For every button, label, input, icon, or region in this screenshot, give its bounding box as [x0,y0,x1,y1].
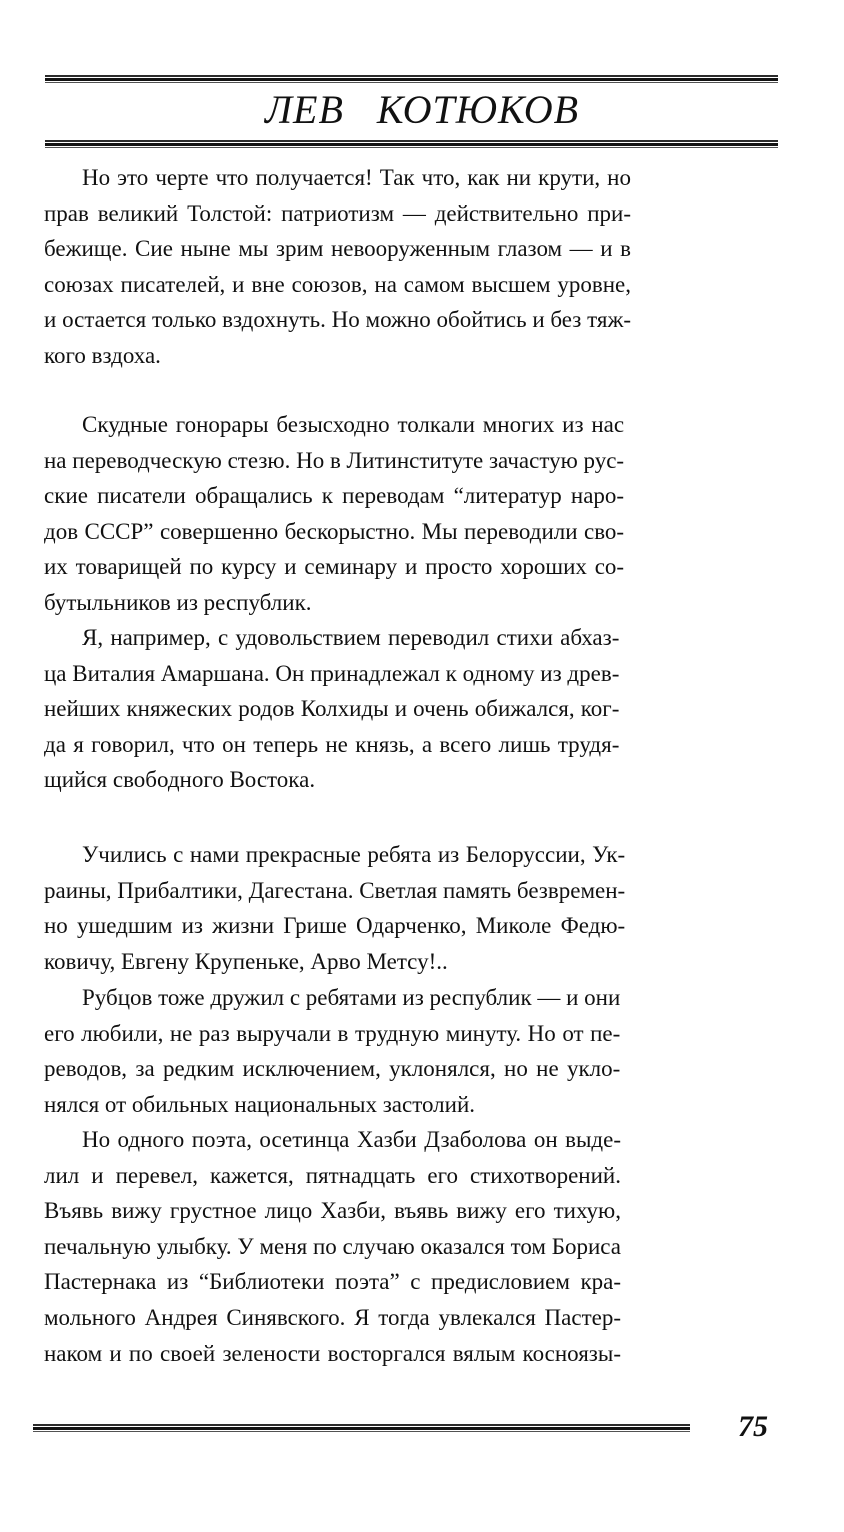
text-line: наком и по своей зелености восторгался вялым косноязы- [44,1340,621,1366]
text-line: ские писатели обращались к переводам “литератур наро- [44,483,625,509]
text-line: нейших княжеских родов Колхиды и очень обижался, ког- [44,696,620,722]
text-line: и остается только вздохнуть. Но можно обойтись и без тяж- [44,307,631,333]
text-line: но ушедшим из жизни Грише Одарченко, Миколе Федю- [44,913,626,939]
text-line: союзах писателей, и вне союзов, на самом высшем уровне, [44,271,631,297]
text-line: его любили, не раз выручали в трудную минуту. Но от пе- [44,1020,621,1046]
header-rule-top [45,75,778,83]
text-line: дов СССР” совершенно бескорыстно. Мы переводили сво- [44,518,625,544]
text-line: реводов, за редким исключением, уклонялся, но не укло- [44,1056,621,1082]
header-rule-bottom [45,140,778,148]
text-line: кого вздоха. [44,342,161,368]
text-line: нялся от обильных национальных застолий. [44,1091,476,1117]
text-line: бежище. Сие ныне мы зрим невооруженным глазом — и в [44,236,631,262]
text-line: бутыльников из республик. [44,589,312,615]
text-line: Но одного поэта, осетинца Хазби Дзаболова он выде- [82,1127,621,1152]
text-line: Скудные гонорары безысходно толкали многих из нас [82,412,625,437]
text-line: Рубцов тоже дружил с ребятами из республик — и они [82,985,621,1010]
text-line: Я, например, с удовольствием переводил стихи абхаз- [82,625,620,650]
text-line: прав великий Толстой: патриотизм — действительно при- [44,200,631,226]
text-line: Учились с нами прекрасные ребята из Белоруссии, Ук- [82,842,626,867]
footer-rule [33,1424,690,1432]
running-head-author: ЛЕВ КОТЮКОВ [264,87,580,132]
text-line: ца Виталия Амаршана. Он принадлежал к одному из древ- [44,660,620,686]
paragraph [44,407,624,621]
text-line: их товарищей по курсу и семинару и просто хороших со- [44,554,625,580]
text-line: печальную улыбку. У меня по случаю оказался том Бориса [44,1233,621,1259]
text-line: щийся свободного Востока. [44,767,316,793]
paragraph [44,620,619,798]
paragraph [44,1122,621,1371]
paragraph [44,837,625,979]
text-line: ковичу, Евгену Крупеньке, Арво Метсу!.. [44,948,448,974]
text-line: на переводческую стезю. Но в Литинституте зачастую рус- [44,447,625,473]
paragraph [44,160,631,374]
paragraph [44,980,620,1122]
text-line: Пастернака из “Библиотеки поэта” с предисловием кра- [44,1269,621,1295]
text-line: Но это черте что получается! Так что, как ни крути, но [82,165,631,190]
text-line: Въявь вижу грустное лицо Хазби, въявь вижу его тихую, [44,1198,621,1224]
text-line: да я говорил, что он теперь не князь, а всего лишь трудя- [44,731,620,757]
text-line: мольного Андрея Синявского. Я тогда увлекался Пастер- [44,1304,621,1330]
text-line: раины, Прибалтики, Дагестана. Светлая память безвремен- [44,877,626,903]
text-line: лил и перевел, кажется, пятнадцать его стихотворений. [44,1162,621,1188]
page-number: 75 [738,1410,768,1443]
